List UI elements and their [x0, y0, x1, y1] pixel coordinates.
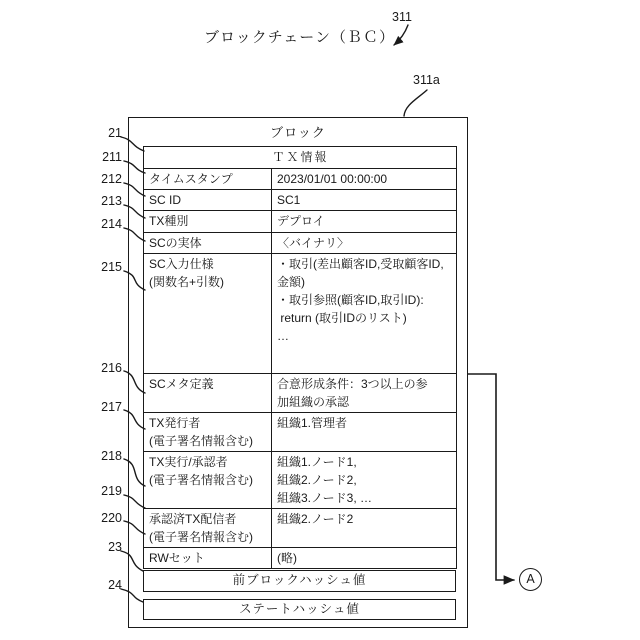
row-label-sc-id: SC ID: [144, 190, 272, 211]
ref-311-arrow: [394, 25, 408, 45]
table-row: [144, 211, 457, 233]
tx-info-table: [143, 146, 457, 569]
row-label-tx-executor: TX実行/承認者 (電子署名情報含む): [144, 452, 272, 509]
table-row: [144, 190, 457, 211]
row-label-sc-input-spec: SC入力仕様 (関数名+引数): [144, 254, 272, 374]
ref-label-211: 211: [102, 150, 122, 164]
ref-label-218: 218: [101, 449, 122, 463]
row-label-sc-meta: SCメタ定義: [144, 374, 272, 413]
ref-label-220: 220: [101, 511, 122, 525]
row-value-sc-input-spec: ・取引(差出顧客ID,受取顧客ID, 金額) ・取引参照(顧客ID,取引ID): return (取引IDのリスト) …: [272, 254, 457, 374]
ref-label-21: 21: [108, 126, 122, 140]
ref-label-23: 23: [108, 540, 122, 554]
table-row: [144, 233, 457, 254]
connector-line-to-A: [468, 374, 514, 580]
ref-label-214: 214: [101, 217, 122, 231]
connector-circle-A: A: [519, 568, 542, 591]
figure-title: ブロックチェーン（ＢＣ）: [204, 29, 395, 46]
row-value-tx-issuer: 組織1.管理者: [272, 413, 457, 452]
state-hash-bar: ステートハッシュ値: [143, 599, 456, 620]
row-label-approved-tx-distributor: 承認済TX配信者 (電子署名情報含む): [144, 509, 272, 548]
ref-label-311: 311: [392, 10, 412, 24]
table-row: [144, 374, 457, 413]
row-value-sc-meta: 合意形成条件：3つ以上の参 加組織の承認: [272, 374, 457, 413]
table-row: [144, 169, 457, 190]
row-label-tx-issuer: TX発行者 (電子署名情報含む): [144, 413, 272, 452]
row-value-timestamp: 2023/01/01 00:00:00: [272, 169, 457, 190]
ref-311a-leader-line: [404, 90, 427, 116]
row-label-tx-type: TX種別: [144, 211, 272, 233]
row-label-rw-set: RWセット: [144, 548, 272, 569]
ref-label-212: 212: [101, 172, 122, 186]
ref-label-213: 213: [101, 194, 122, 208]
tx-info-header: ＴＸ情報: [144, 147, 457, 169]
ref-label-24: 24: [108, 578, 122, 592]
row-value-rw-set: (略): [272, 548, 457, 569]
table-row: [144, 548, 457, 569]
row-value-sc-id: SC1: [272, 190, 457, 211]
prev-block-hash-bar: 前ブロックハッシュ値: [143, 570, 456, 592]
table-row: [144, 452, 457, 509]
block-title: ブロック: [270, 125, 326, 140]
ref-label-216: 216: [101, 361, 122, 375]
ref-label-217: 217: [101, 400, 122, 414]
ref-label-215: 215: [101, 260, 122, 274]
row-label-sc-entity: SCの実体: [144, 233, 272, 254]
row-value-sc-entity: 〈バイナリ〉: [272, 233, 457, 254]
row-value-approved-tx-distributor: 組織2.ノード2: [272, 509, 457, 548]
table-row: [144, 254, 457, 374]
row-value-tx-executor: 組織1.ノード1, 組織2.ノード2, 組織3.ノード3, …: [272, 452, 457, 509]
row-value-tx-type: デプロイ: [272, 211, 457, 233]
table-row: [144, 509, 457, 548]
ref-label-219: 219: [101, 484, 122, 498]
ref-label-311a: 311a: [413, 73, 440, 87]
table-row: [144, 413, 457, 452]
row-label-timestamp: タイムスタンプ: [144, 169, 272, 190]
